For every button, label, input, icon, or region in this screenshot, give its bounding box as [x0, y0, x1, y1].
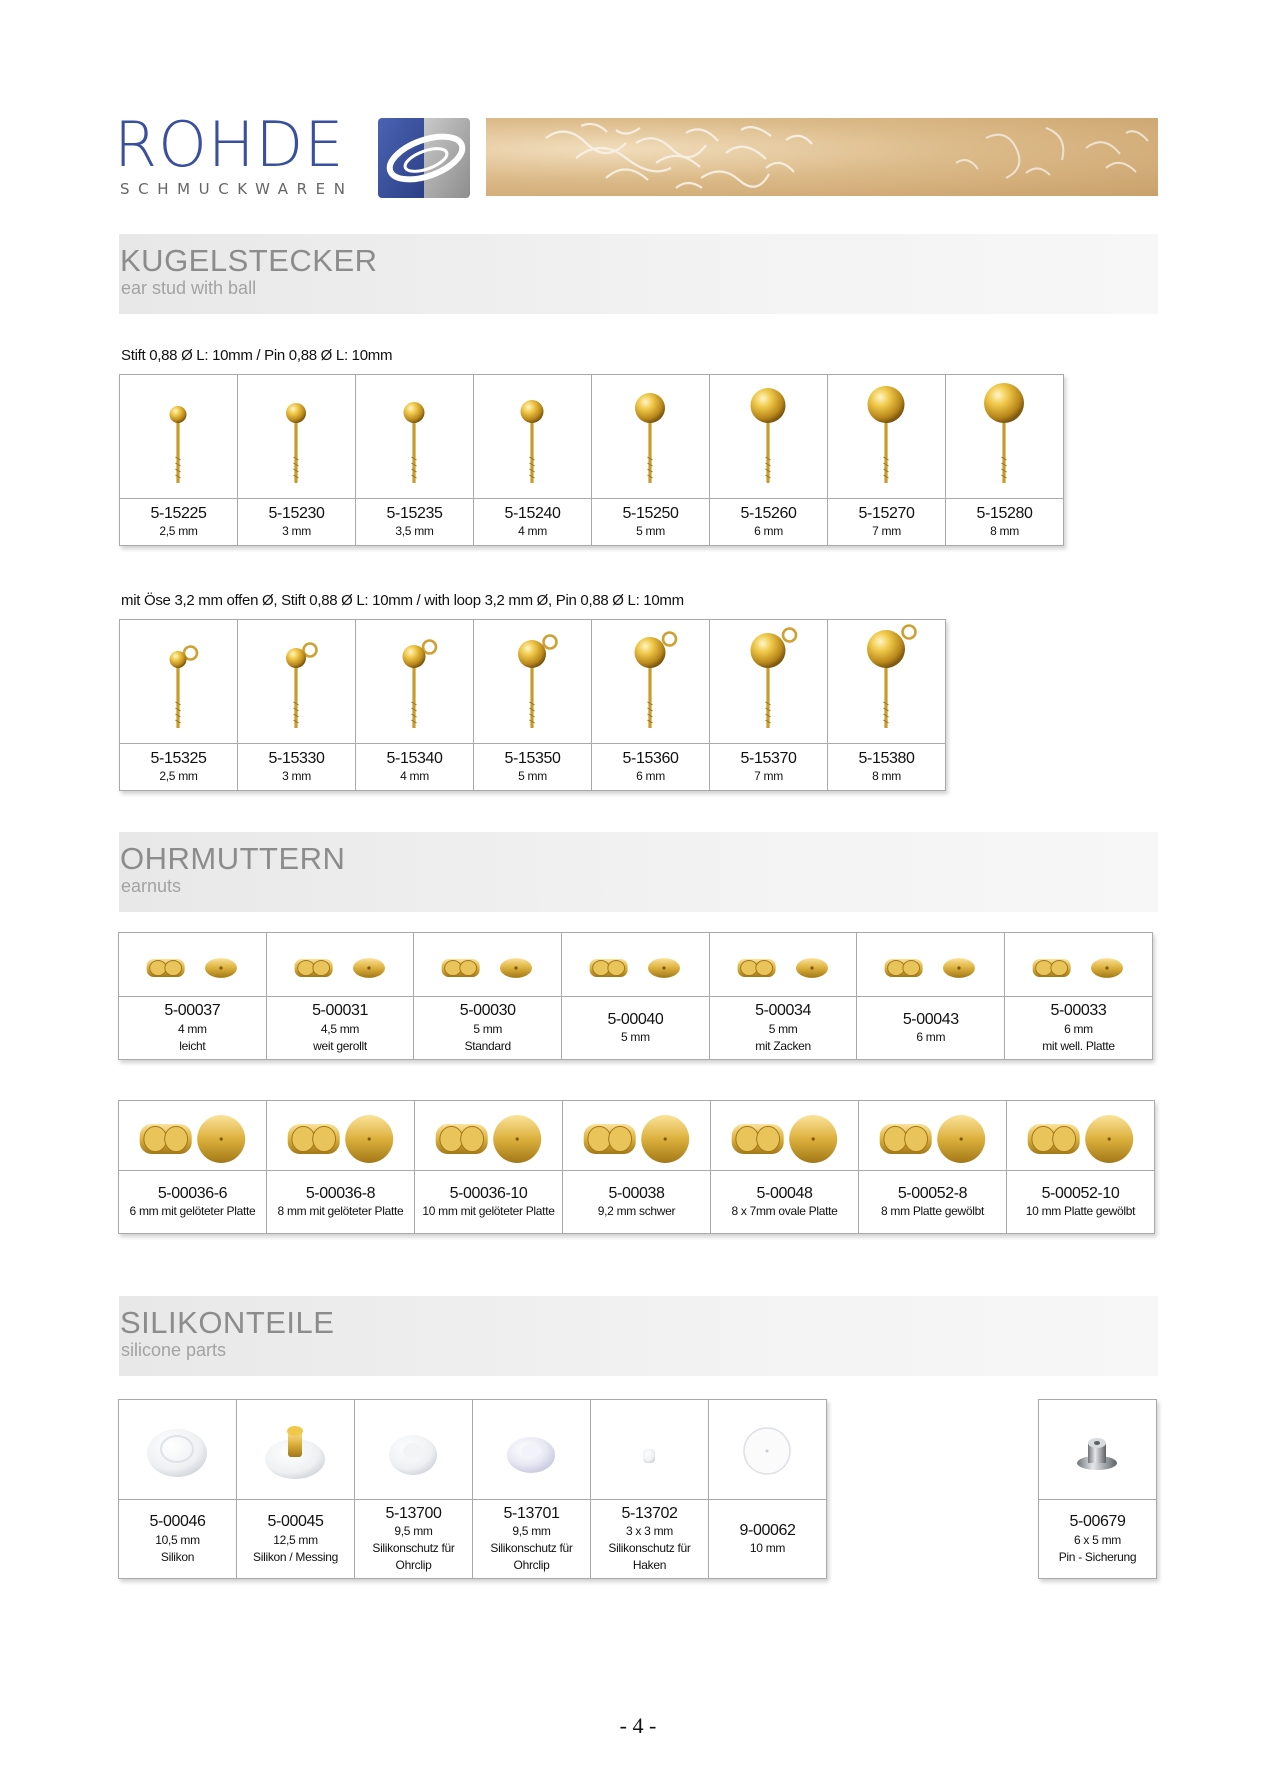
product-image: [474, 620, 591, 744]
product-cell: [119, 1400, 237, 1579]
product-image: [857, 933, 1004, 997]
page-number: - 4 -: [619, 1713, 657, 1738]
product-cell: [562, 933, 710, 1060]
product-cell: [238, 375, 356, 546]
product-cell: [710, 620, 828, 791]
section-subtitle: earnuts: [121, 876, 182, 896]
product-info: [710, 499, 827, 545]
product-description: mit well. Platte: [1042, 1038, 1115, 1053]
product-info: [267, 1171, 414, 1233]
product-info: [356, 499, 473, 545]
product-description: 3 mm: [282, 769, 311, 784]
product-cell: [946, 375, 1064, 546]
product-description: 3 mm: [282, 524, 311, 539]
section-header-ohrmuttern: [119, 832, 1158, 912]
product-description: 10 mm Platte gewölbt: [1025, 1204, 1136, 1219]
product-info: [828, 744, 945, 790]
product-description: 6 x 5 mm: [1074, 1532, 1121, 1547]
product-code: 5-00038: [608, 1184, 665, 1202]
product-code: 5-15380: [858, 749, 915, 767]
product-image: [119, 1400, 236, 1500]
product-description: 5 mm: [768, 1021, 798, 1036]
product-info: [591, 1500, 708, 1578]
section-header-silikonteile: [119, 1296, 1158, 1376]
product-image: [267, 933, 414, 997]
product-image: [474, 375, 591, 499]
section-title: KUGELSTECKER: [120, 243, 378, 278]
product-code: 5-15240: [504, 504, 561, 522]
product-info: [562, 997, 709, 1059]
product-description: 9,5 mm: [512, 1524, 551, 1539]
product-code: 5-15370: [740, 749, 797, 767]
product-image: [1039, 1400, 1156, 1500]
brand-emblem-icon: [378, 118, 470, 198]
product-code: 5-13700: [385, 1504, 442, 1522]
product-cell: [1005, 933, 1153, 1060]
product-description: 10,5 mm: [155, 1532, 200, 1547]
product-description: 8 mm mit gelöteter Platte: [277, 1204, 404, 1219]
product-description: 5 mm: [473, 1021, 503, 1036]
product-image: [562, 933, 709, 997]
product-image: [709, 1400, 826, 1500]
product-cell: [828, 375, 946, 546]
product-info: [119, 1500, 236, 1578]
product-cell: [356, 375, 474, 546]
product-image: [828, 375, 945, 499]
product-description: Silikonschutz für: [608, 1541, 691, 1556]
product-description: weit gerollt: [313, 1038, 367, 1053]
product-image: [120, 375, 237, 499]
product-description: Ohrclip: [513, 1558, 550, 1573]
product-image: [415, 1101, 562, 1171]
product-info: [119, 997, 266, 1059]
brand-name: ROHDE: [114, 108, 345, 181]
product-image: [237, 1400, 354, 1500]
section-subtitle: silicone parts: [121, 1340, 227, 1360]
product-info: [414, 997, 561, 1059]
product-code: 5-00036-8: [305, 1184, 376, 1202]
product-info: [415, 1171, 562, 1233]
product-description: 8 x 7mm ovale Platte: [731, 1204, 838, 1219]
product-code: 5-15270: [858, 504, 915, 522]
product-code: 5-15340: [386, 749, 443, 767]
product-description: 7 mm: [754, 769, 783, 784]
product-image: [710, 933, 857, 997]
product-description: 3 x 3 mm: [626, 1524, 673, 1539]
product-code: 5-00030: [459, 1002, 516, 1020]
product-description: 3,5 mm: [395, 524, 434, 539]
product-image: [591, 1400, 708, 1500]
product-cell: [709, 1400, 827, 1579]
product-cell: [119, 933, 267, 1060]
product-code: 5-15225: [150, 504, 207, 522]
product-info: [857, 997, 1004, 1059]
product-cell: [237, 1400, 355, 1579]
product-code: 5-15350: [504, 749, 561, 767]
earnut-grid-1: [118, 932, 1153, 1060]
product-code: 5-15235: [386, 504, 443, 522]
product-info: [828, 499, 945, 545]
product-image: [710, 375, 827, 499]
product-description: 2,5 mm: [159, 524, 198, 539]
product-cell: [591, 1400, 709, 1579]
product-code: 5-00679: [1069, 1513, 1126, 1531]
product-description: mit Zacken: [755, 1038, 811, 1053]
product-cell: [711, 1101, 859, 1234]
product-cell: [710, 933, 858, 1060]
product-description: 6 mm: [916, 1030, 946, 1045]
product-image: [592, 620, 709, 744]
product-info: [1007, 1171, 1154, 1233]
product-code: 5-00033: [1050, 1002, 1107, 1020]
product-code: 5-13701: [503, 1504, 560, 1522]
silicone-grid: [118, 1399, 827, 1579]
product-cell: [267, 1101, 415, 1234]
product-image: [1005, 933, 1152, 997]
product-description: 8 mm: [990, 524, 1019, 539]
product-image: [120, 620, 237, 744]
product-image: [1007, 1101, 1154, 1171]
product-cell: [859, 1101, 1007, 1234]
product-cell: [120, 620, 238, 791]
product-cell: [592, 375, 710, 546]
product-code: 5-00048: [756, 1184, 813, 1202]
product-info: [709, 1500, 826, 1578]
product-info: [355, 1500, 472, 1578]
product-code: 5-00031: [312, 1002, 368, 1020]
product-cell: [119, 1101, 267, 1234]
product-description: 10 mm: [749, 1541, 786, 1556]
product-info: [120, 499, 237, 545]
section-header-kugelstecker: [119, 234, 1158, 314]
product-cell: [473, 1400, 591, 1579]
product-description: 7 mm: [872, 524, 901, 539]
product-cell: [828, 620, 946, 791]
product-description: 4,5 mm: [320, 1021, 360, 1036]
product-code: 5-00036-6: [157, 1184, 228, 1202]
product-code: 5-15260: [740, 504, 797, 522]
product-description: Silikonschutz für: [372, 1541, 455, 1556]
product-info: [473, 1500, 590, 1578]
product-info: [1039, 1500, 1156, 1578]
product-info: [946, 499, 1063, 545]
product-code: 5-00052-8: [897, 1184, 968, 1202]
product-description: 6 mm: [636, 769, 665, 784]
product-code: 5-15330: [268, 749, 325, 767]
product-cell: [1039, 1400, 1157, 1579]
product-cell: [356, 620, 474, 791]
product-image: [711, 1101, 858, 1171]
product-image: [238, 375, 355, 499]
product-image: [473, 1400, 590, 1500]
product-description: Silikon / Messing: [253, 1549, 338, 1564]
caption-pin: Stift 0,88 Ø L: 10mm / Pin 0,88 Ø L: 10mm: [121, 347, 393, 364]
product-cell: [474, 375, 592, 546]
product-description: 5 mm: [621, 1030, 650, 1045]
product-description: 6 mm mit gelöteter Platte: [129, 1204, 256, 1219]
product-image: [859, 1101, 1006, 1171]
product-info: [356, 744, 473, 790]
product-code: 5-00037: [164, 1002, 221, 1020]
product-code: 9-00062: [739, 1521, 796, 1539]
product-info: [592, 499, 709, 545]
product-cell: [474, 620, 592, 791]
product-description: 8 mm Platte gewölbt: [880, 1204, 984, 1219]
product-code: 5-00052-10: [1041, 1184, 1120, 1202]
product-description: Silikon: [160, 1549, 195, 1564]
section-title: SILIKONTEILE: [120, 1305, 335, 1340]
product-code: 5-00043: [902, 1010, 959, 1028]
loop-stud-grid: [119, 619, 946, 791]
product-image: [946, 375, 1063, 499]
product-cell: [563, 1101, 711, 1234]
product-description: Haken: [632, 1558, 667, 1573]
product-image: [828, 620, 945, 744]
product-code: 5-00045: [267, 1513, 324, 1531]
product-image: [710, 620, 827, 744]
product-info: [267, 997, 414, 1059]
product-image: [119, 933, 266, 997]
product-image: [356, 620, 473, 744]
product-description: 10 mm mit gelöteter Platte: [422, 1204, 555, 1219]
product-info: [1005, 997, 1152, 1059]
product-description: 12,5 mm: [273, 1532, 318, 1547]
product-description: 6 mm: [1064, 1021, 1093, 1036]
pin-lock-grid: [1038, 1399, 1157, 1579]
product-info: [120, 744, 237, 790]
product-description: 9,2 mm schwer: [597, 1204, 676, 1219]
product-description: Silikonschutz für: [490, 1541, 573, 1556]
product-image: [267, 1101, 414, 1171]
brand-subtitle: SCHMUCKWAREN: [120, 180, 354, 198]
product-description: 8 mm: [872, 769, 901, 784]
product-info: [119, 1171, 266, 1233]
product-description: Standard: [464, 1038, 511, 1053]
product-info: [859, 1171, 1006, 1233]
product-description: 4 mm: [177, 1021, 207, 1036]
product-image: [119, 1101, 266, 1171]
stud-grid: [119, 374, 1064, 546]
product-code: 5-00040: [607, 1010, 664, 1028]
product-code: 5-15280: [976, 504, 1033, 522]
product-cell: [238, 620, 356, 791]
product-description: 9,5 mm: [394, 1524, 433, 1539]
product-code: 5-15230: [268, 504, 325, 522]
product-image: [355, 1400, 472, 1500]
product-info: [238, 744, 355, 790]
product-description: 6 mm: [754, 524, 783, 539]
product-description: leicht: [179, 1038, 206, 1053]
caption-loop: mit Öse 3,2 mm offen Ø, Stift 0,88 Ø L: 10mm / with loop 3,2 mm Ø, Pin 0,88 Ø L: 10mm: [121, 592, 684, 609]
product-info: [563, 1171, 710, 1233]
product-image: [414, 933, 561, 997]
product-info: [710, 997, 857, 1059]
product-image: [592, 375, 709, 499]
product-description: 4 mm: [400, 769, 429, 784]
product-info: [238, 499, 355, 545]
header-banner-image: [486, 118, 1158, 196]
product-info: [710, 744, 827, 790]
product-image: [563, 1101, 710, 1171]
section-title: OHRMUTTERN: [120, 841, 346, 876]
product-image: [356, 375, 473, 499]
product-info: [237, 1500, 354, 1578]
product-cell: [592, 620, 710, 791]
product-cell: [415, 1101, 563, 1234]
product-cell: [710, 375, 828, 546]
product-cell: [267, 933, 415, 1060]
product-cell: [355, 1400, 473, 1579]
product-code: 5-15360: [622, 749, 679, 767]
rohde-logo: [114, 108, 470, 198]
product-code: 5-00036-10: [449, 1184, 528, 1202]
product-description: Pin - Sicherung: [1058, 1549, 1137, 1564]
product-info: [711, 1171, 858, 1233]
product-cell: [1007, 1101, 1155, 1234]
product-description: 5 mm: [518, 769, 547, 784]
product-cell: [120, 375, 238, 546]
product-code: 5-00034: [755, 1002, 812, 1020]
product-info: [474, 744, 591, 790]
product-cell: [857, 933, 1005, 1060]
product-code: 5-15325: [150, 749, 207, 767]
product-cell: [414, 933, 562, 1060]
product-code: 5-15250: [622, 504, 679, 522]
product-description: 4 mm: [518, 524, 547, 539]
product-code: 5-13702: [621, 1504, 678, 1522]
product-code: 5-00046: [149, 1513, 206, 1531]
product-info: [592, 744, 709, 790]
product-info: [474, 499, 591, 545]
product-description: Ohrclip: [395, 1558, 432, 1573]
product-image: [238, 620, 355, 744]
section-subtitle: ear stud with ball: [121, 278, 257, 298]
product-description: 2,5 mm: [159, 769, 198, 784]
product-description: 5 mm: [636, 524, 665, 539]
earnut-grid-2: [118, 1100, 1155, 1234]
